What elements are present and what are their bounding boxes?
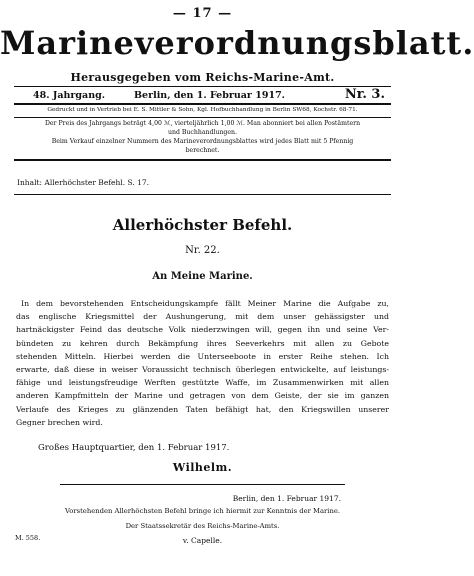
issue-number: Nr. 3. xyxy=(344,87,385,102)
footer-office: Der Staatssekretär des Reichs-Marine-Amts. xyxy=(125,522,280,530)
sale-line-1: Beim Verkauf einzelner Nummern des Marineverordnungsblattes wird jedes Blatt mit 5 Pfennig xyxy=(51,138,354,145)
closing-place-date: Großes Hauptquartier, den 1. Februar 1917. xyxy=(38,443,230,453)
masthead-subtitle: Herausgegeben vom Reichs-Marine-Amt. xyxy=(70,71,335,84)
contents-line: Inhalt: Allerhöchster Befehl. S. 17. xyxy=(17,178,150,187)
printer-line: Gedruckt und in Vertrieb bei E. S. Mittler & Sohn, Kgl. Hofbuchhandlung in Berlin SW68, Kochstr. 68-71. xyxy=(47,107,358,113)
article-body xyxy=(16,297,389,429)
volume-label: 48. Jahrgang. xyxy=(33,90,106,101)
header-rule-mid xyxy=(14,103,391,105)
signature-rule xyxy=(60,484,345,485)
body-line: stehenden Mitteln. Hierbei werden die Unterseeboote in erster Reihe stehen. Ich xyxy=(16,351,389,361)
masthead-title: Marineverordnungsblatt. xyxy=(0,24,474,62)
contents-rule xyxy=(14,194,391,195)
body-line: bündeten zu kehren durch Bekämpfung ihres Seeverkehrs mit allen zu Gebote xyxy=(16,338,389,348)
price-line-1: Der Preis des Jahrgangs beträgt 4,00 ℳ, vierteljährlich 1,00 ℳ. Man abonniert bei allen Postämtern xyxy=(44,120,361,127)
signature: Wilhelm. xyxy=(172,461,233,474)
issue-date: Berlin, den 1. Februar 1917. xyxy=(134,90,285,101)
body-line: erwarte, daß diese in weiser Voraussicht technisch überlegen entwickelte, auf leistungs- xyxy=(16,365,389,375)
body-line: Gegner brechen wird. xyxy=(16,417,103,427)
sale-line-2: berechnet. xyxy=(185,147,220,154)
body-line: hartnäckigster Feind das deutsche Volk niederzwingen will, gegen ihn und seine Ver- xyxy=(16,325,389,335)
document-mark: M. 558. xyxy=(15,534,41,542)
header-rule-bottom xyxy=(14,159,391,161)
footer-signatory: v. Capelle. xyxy=(182,536,223,545)
article-title: Allerhöchster Befehl. xyxy=(112,216,293,234)
page-number: — 17 — xyxy=(172,6,233,21)
article-address: An Meine Marine. xyxy=(152,271,253,282)
header-rule-printer xyxy=(14,117,391,118)
body-line: das englische Kriegsmittel der Aushungerung, mit dem unser gehässigster und xyxy=(16,312,389,322)
body-line: anderen Kampfmitteln der Marine und getragen von dem Geiste, der sie im ganzen xyxy=(16,391,389,401)
body-line: fähige und leistungsfreudige Werften gestützte Waffe, im Zusammenwirken mit allen xyxy=(16,378,389,388)
body-line: Verlaufe des Krieges zu glänzenden Taten befähigt hat, den Kriegswillen unserer xyxy=(16,404,389,414)
footer-notice: Vorstehenden Allerhöchsten Befehl bringe ich hiermit zur Kenntnis der Marine. xyxy=(64,507,341,515)
body-line: In dem bevorstehenden Entscheidungskampfe fällt Meiner Marine die Aufgabe zu, xyxy=(21,299,389,308)
footer-date: Berlin, den 1. Februar 1917. xyxy=(232,494,341,503)
price-line-2: und Buchhandlungen. xyxy=(167,129,238,136)
header-rule-top xyxy=(14,86,391,87)
article-number: Nr. 22. xyxy=(185,245,220,256)
